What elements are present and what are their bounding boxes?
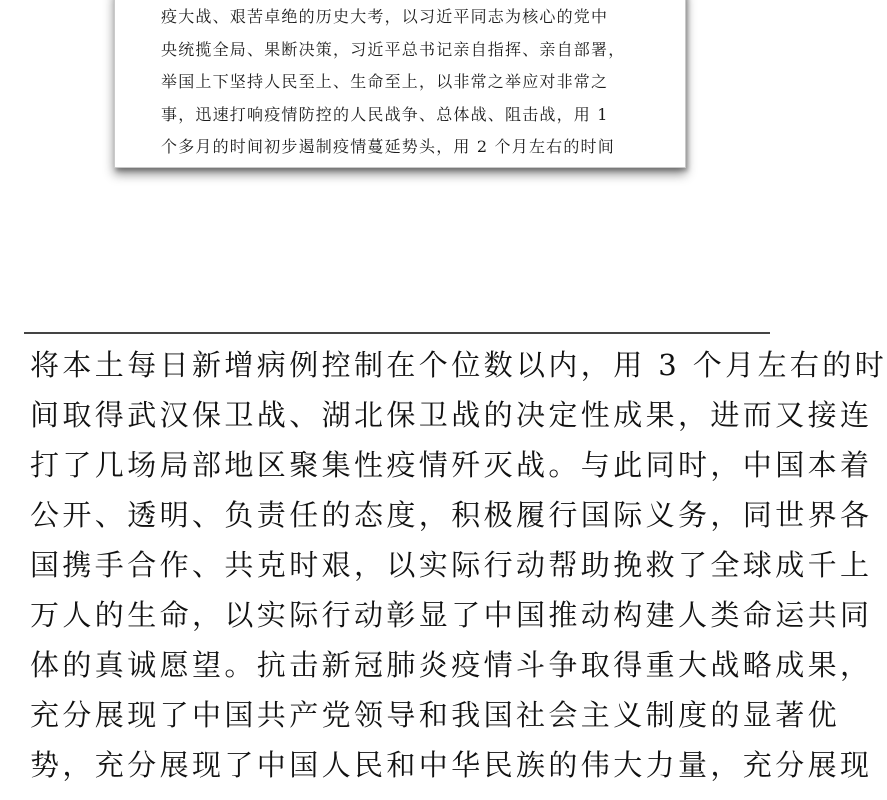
body-line: 万人的生命，以实际行动彰显了中国推动构建人类命运共同	[30, 598, 873, 632]
body-line: 充分展现了中国共产党领导和我国社会主义制度的显著优	[30, 698, 841, 732]
excerpt-line: 举国上下坚持人民至上、生命至上，以非常之举应对非常之	[161, 72, 609, 91]
excerpt-line: 央统揽全局、果断决策，习近平总书记亲自指挥、亲自部署，	[161, 39, 626, 59]
excerpt-text	[161, 0, 651, 164]
body-line: 势，充分展现了中国人民和中华民族的伟大力量，充分展现	[30, 748, 873, 782]
body-line: 打了几场局部地区聚集性疫情歼灭战。与此同时，中国本着	[30, 448, 873, 482]
excerpt-line: 个多月的时间初步遏制疫情蔓延势头，用 2 个月左右的时间	[161, 137, 615, 156]
body-line: 将本土每日新增病例控制在个位数以内，用 3 个月左右的时	[30, 348, 887, 382]
body-line: 体的真诚愿望。抗击新冠肺炎疫情斗争取得重大战略成果，	[30, 648, 873, 682]
body-line: 公开、透明、负责任的态度，积极履行国际义务，同世界各	[30, 498, 873, 532]
excerpt-line: 事，迅速打响疫情防控的人民战争、总体战、阻击战，用 1	[161, 104, 609, 124]
excerpt-card	[114, 0, 686, 168]
body-line: 间取得武汉保卫战、湖北保卫战的决定性成果，进而又接连	[30, 398, 873, 432]
section-divider	[24, 332, 770, 334]
excerpt-line: 疫大战、艰苦卓绝的历史大考，以习近平同志为核心的党中	[161, 7, 609, 26]
body-line: 国携手合作、共克时艰，以实际行动帮助挽救了全球成千上	[30, 548, 873, 582]
body-text	[30, 340, 887, 790]
